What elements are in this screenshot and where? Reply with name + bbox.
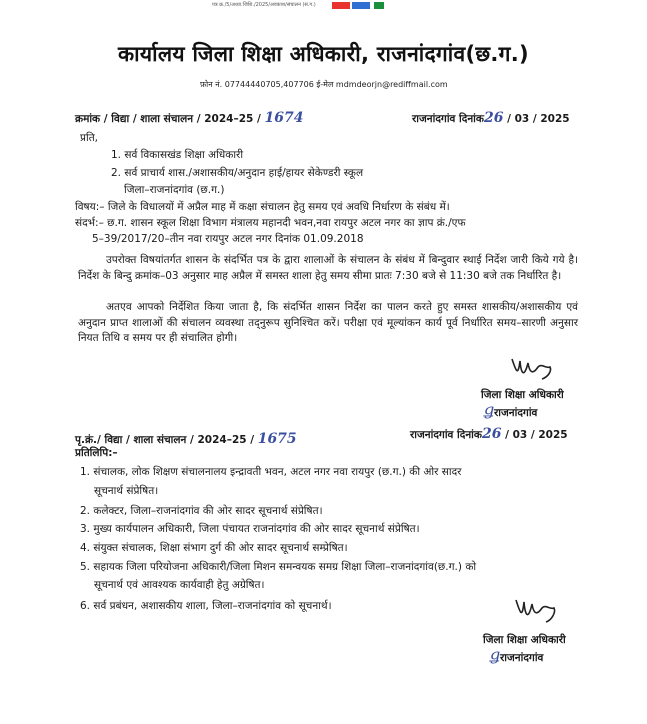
copy-item-6: 6. सर्व प्रबंधन, अशासकीय शाला, जिला–राजनांदगांव को सूचनार्थ। bbox=[80, 600, 332, 612]
signature-1-initial-icon: ǥ bbox=[484, 400, 495, 419]
letter1-date-day: 26 bbox=[483, 110, 504, 126]
letter2-date-rest: / 03 / 2025 bbox=[505, 429, 568, 441]
body-paragraph-2: अतएव आपको निर्देशित किया जाता है, कि संदर्भित शासन निर्देश का पालन करते हुए समस्त शासकीय/अशासकीय एवं अनुदान प्राप्त शालाओं की संचालन व्यवस्था तद्नुरूप सुनिश्चित करें। परीक्षा एवं मूल्यांकन कार्य पूर्व निर्धारित समय–सारणी अनुसार नियत तिथि व समय पर ही संचालित होगी। bbox=[78, 301, 578, 344]
top-strip-text: पत्र क्र./5/अध्या.जिशि./2025/अवकाश/संचालन (सं.ग.) bbox=[212, 2, 316, 8]
top-strip bbox=[0, 0, 647, 12]
reference-line-2: 5–39/2017/20–तीन नवा रायपुर अटल नगर दिनांक 01.09.2018 bbox=[92, 233, 364, 245]
letter2-date bbox=[410, 426, 568, 442]
copy-item-3: 3. मुख्य कार्यपालन अधिकारी, जिला पंचायत राजनांदगांव की ओर सादर सूचनार्थ संप्रेषित। bbox=[80, 523, 420, 535]
recipient-2: 2. सर्व प्राचार्य शास./अशासकीय/अनुदान हाई/हायर सेकेण्डरी स्कूल bbox=[111, 167, 364, 179]
signature-2-title: जिला शिक्षा अधिकारी bbox=[483, 634, 566, 646]
body-paragraph-1: उपरोक्त विषयांतर्गत शासन के संदर्भित पत्र के द्वारा शालाओं के संचालन के संबंध में बिन्दुवार स्थाई निर्देश जारी किये गये है। निर्देश के बिन्दु क्रमांक–03 अनुसार माह अप्रैल में समस्त शाला हेतु समय सीमा प्रातः 7:30 बजे से 11:30 बजे तक निर्धारित है। bbox=[78, 254, 578, 282]
letter1-ref-number: 1674 bbox=[264, 110, 304, 126]
signature-2-initial-icon: ǥ bbox=[490, 645, 501, 664]
letter1-ref bbox=[75, 110, 303, 126]
letter1-date-label: राजनांदगांव दिनांक bbox=[412, 113, 484, 125]
signature-2-place: राजनांदगांव bbox=[500, 652, 544, 664]
contact-line: फ़ोन नं. 07744440705,407706 ई-मेल mdmdeorjn@rediffmail.com bbox=[200, 80, 448, 89]
letter1-to: प्रति, bbox=[80, 132, 99, 144]
subject-line: विषय:– जिले के विधालयों में अप्रैल माह में कक्षा संचालन हेतु समय एवं अवधि निर्धारण के संबंध में। bbox=[75, 201, 450, 213]
recipient-1: 1. सर्व विकासखंड शिक्षा अधिकारी bbox=[111, 149, 244, 161]
letter2-ref-number: 1675 bbox=[257, 431, 297, 447]
copy-item-1-cont: सूचनार्थ संप्रेषित। bbox=[94, 485, 159, 497]
letter1-ref-prefix: क्रमांक / विद्या / शाला संचालन / 2024–25 / bbox=[75, 113, 261, 125]
copy-item-4: 4. संयुक्त संचालक, शिक्षा संभाग दुर्ग की ओर सादर सूचनार्थ सम्प्रेषित। bbox=[80, 542, 348, 554]
copy-item-5: 5. सहायक जिला परियोजना अधिकारी/जिला मिशन समन्वयक समग्र शिक्षा जिला–राजनांदगांव(छ.ग.) को bbox=[80, 561, 477, 573]
letter2-date-label: राजनांदगांव दिनांक bbox=[410, 429, 482, 441]
green-badge bbox=[374, 2, 384, 9]
signature-1-place: राजनांदगांव bbox=[494, 407, 538, 419]
copy-item-1: 1. संचालक, लोक शिक्षण संचालनालय इन्द्रावती भवन, अटल नगर नवा रायपुर (छ.ग.) की ओर सादर bbox=[80, 466, 462, 478]
letter2-ref bbox=[75, 431, 297, 447]
copy-item-2: 2. कलेक्टर, जिला–राजनांदगांव की ओर सादर सूचनार्थ संप्रेषित। bbox=[80, 505, 323, 517]
reference-line-1: संदर्भ:– छ.ग. शासन स्कूल शिक्षा विभाग मंत्रालय महानदी भवन,नवा रायपुर अटल नगर का ज्ञाप क्रं./एफ bbox=[75, 217, 466, 229]
blue-badge bbox=[352, 2, 370, 9]
copy-label: प्रतिलिपि:– bbox=[75, 447, 118, 459]
letter1-date-rest: / 03 / 2025 bbox=[507, 113, 570, 125]
red-badge bbox=[332, 2, 350, 9]
letter1-date bbox=[412, 110, 570, 126]
signature-2-mark bbox=[512, 592, 562, 626]
letter2-date-day: 26 bbox=[481, 426, 502, 442]
copy-item-5-cont: सूचनार्थ एवं आवश्यक कार्यवाही हेतु अग्रेषित। bbox=[94, 579, 265, 591]
signature-1-title: जिला शिक्षा अधिकारी bbox=[481, 389, 564, 401]
signature-1-mark bbox=[508, 353, 558, 383]
letter2-ref-prefix: पृ.क्रं./ विद्या / शाला संचालन / 2024–25 / bbox=[75, 434, 255, 446]
recipient-3: जिला–राजनांदगांव (छ.ग.) bbox=[124, 184, 225, 196]
office-title: कार्यालय जिला शिक्षा अधिकारी, राजनांदगांव(छ.ग.) bbox=[118, 42, 529, 66]
